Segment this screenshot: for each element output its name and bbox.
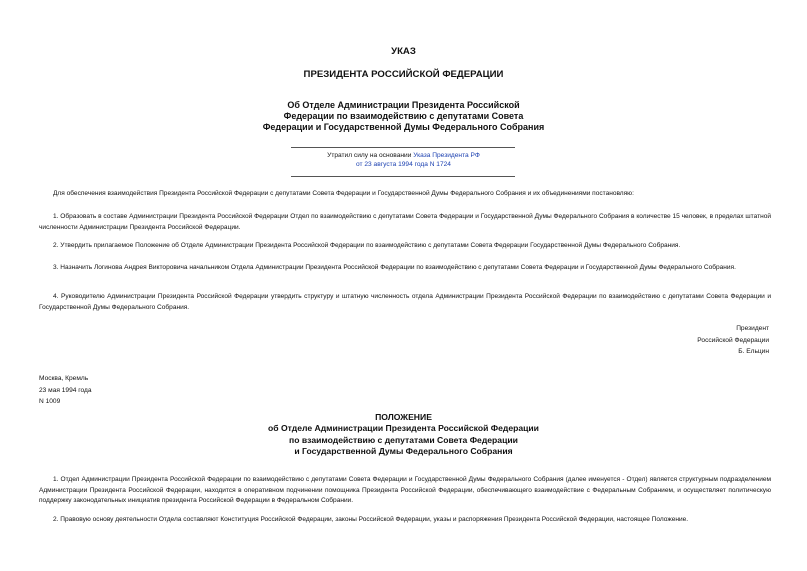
repeal-decree-link[interactable]: Указа Президента РФ [413,152,480,159]
repeal-status-prefix: Утратил силу на основании [327,152,414,159]
decree-item-4: 4. Руководителю Администрации Президента Российской Федерации утвердить структуру и штатную численность отдела Администрации Президента Российской Федерации по взаимодействию с депутатами Совета Федерации и Государственной Думы Федерального Собрания. [39,293,771,311]
status-top-rule [291,147,515,148]
repeal-decree-date[interactable]: от 23 августа 1994 года N 1724 [356,161,451,168]
signature-line: Президент [736,325,769,332]
regulation-title-line: об Отделе Администрации Президента Российской Федерации [268,423,539,434]
decree-item-2: 2. Утвердить прилагаемое Положение об Отделе Администрации Президента Российской Федерации по взаимодействию с депутатами Совета Федерации Государственной Думы Федерального Собрания. [53,242,681,249]
decree-title [0,100,807,133]
signature-block [589,323,769,358]
regulation-item-2: 2. Правовую основу деятельности Отдела составляют Конституция Российской Федерации, законы Российской Федерации, указы и распоряжения Президента Российской Федерации, настоящее Положение. [53,516,689,523]
decree-title-line: Федерации по взаимодействию с депутатами Совета [283,111,524,121]
signature-line: Российской Федерации [697,336,769,344]
decree-preamble: Для обеспечения взаимодействия Президента Российской Федерации с депутатами Совета Федерации и Государственной Думы Федерального Собрания и их объединениями постановляю: [53,190,634,197]
regulation-item-1: 1. Отдел Администрации Президента Российской Федерации по взаимодействию с депутатами Совета Федерации и Государственной Думы Федерального Собрания (далее именуется - Отдел) является структурным подразделением Администрации Президента Российской Федерации, находится в оперативном подчинении помощника Президента Российской Федерации, обеспечивающего взаимодействие с Федеральным Собранием, и осуществляет политическую поддержку законодательных инициатив президента Российской Федерации в Федеральном Собрании. [39,476,771,504]
status-bottom-rule [291,176,515,177]
decree-subheading: ПРЕЗИДЕНТА РОССИЙСКОЙ ФЕДЕРАЦИИ [303,69,504,80]
place-line: Москва, Кремль [39,375,89,382]
number-line: N 1009 [39,398,61,405]
repeal-status [0,151,807,169]
regulation-title-line: ПОЛОЖЕНИЕ [375,412,432,422]
decree-heading: УКАЗ [391,46,416,57]
decree-item-3: 3. Назначить Логинова Андрея Викторовича начальником Отдела Администрации Президента Российской Федерации по взаимодействию с депутатами Совета Федерации и Государственной Думы Федерального Собрания. [53,264,736,271]
decree-item-1: 1. Образовать в составе Администрации Президента Российской Федерации Отдел по взаимодействию с депутатами Совета Федерации и Государственной Думы Федерального Собрания в количестве 15 человек, в пределах штатной численности Администрации Президента Российской Федерации. [39,213,771,231]
regulation-title-line: и Государственной Думы Федерального Собрания [294,446,513,457]
decree-title-line: Федерации и Государственной Думы Федерального Собрания [262,122,545,132]
regulation-title [0,412,807,458]
decree-title-line: Об Отделе Администрации Президента Российской [287,100,520,110]
regulation-title-line: по взаимодействию с депутатами Совета Федерации [289,434,518,445]
signature-line: Б. Ельцин [738,348,769,355]
date-line: 23 мая 1994 года [39,386,92,394]
place-date-block [39,373,92,408]
